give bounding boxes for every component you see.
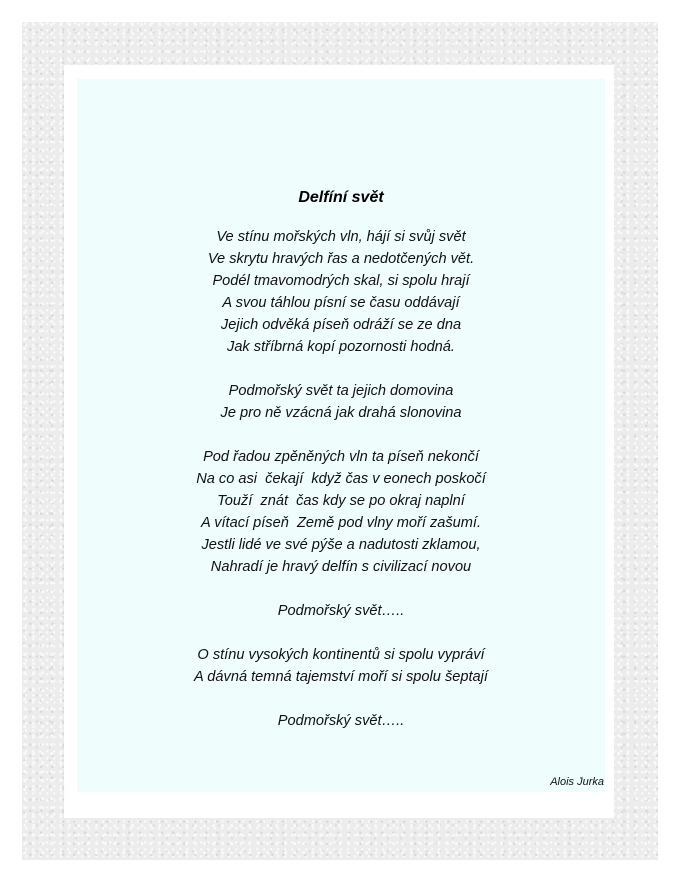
poem-line: Jejich odvěká píseň odráží se ze dna — [220, 317, 462, 333]
poem-line: Touží znát čas kdy se po okraj naplní — [217, 493, 465, 509]
poem-line: Podél tmavomodrých skal, si spolu hrají — [212, 273, 470, 289]
poem-line: Pod řadou zpěněných vln ta píseň nekončí — [203, 449, 479, 465]
poem-line: A dávná temná tajemství moří si spolu šeptají — [194, 669, 488, 685]
stanza-gap — [77, 358, 605, 380]
poem-line: Na co asi čekají když čas v eonech poskočí — [196, 471, 486, 487]
poem-line: Jak stříbrná kopí pozornosti hodná. — [227, 339, 455, 355]
stanza-gap — [77, 424, 605, 446]
poem-body — [77, 226, 605, 732]
poem-line: O stínu vysokých kontinentů si spolu vypráví — [197, 647, 485, 663]
poem-line: Je pro ně vzácná jak drahá slonovina — [220, 405, 462, 421]
poem-refrain: Podmořský svět….. — [277, 603, 405, 619]
stanza-gap — [77, 622, 605, 644]
poem-title: Delfíní svět — [298, 189, 384, 206]
poem-refrain: Podmořský svět….. — [277, 713, 405, 729]
poem-line: A svou táhlou písní se času oddávají — [222, 295, 460, 311]
author-signature: Alois Jurka — [550, 776, 604, 788]
poem-line: Ve stínu mořských vln, hájí si svůj svět — [216, 229, 466, 245]
poem-line: Podmořský svět ta jejich domovina — [228, 383, 454, 399]
stanza-gap — [77, 688, 605, 710]
poem-line: Ve skrytu hravých řas a nedotčených vět. — [207, 251, 475, 267]
poem-line: Jestli lidé ve své pýše a nadutosti zklamou, — [201, 537, 481, 553]
poem-line: A vítací píseň Země pod vlny moří zašumí. — [200, 515, 482, 531]
poem-line: Nahradí je hravý delfín s civilizací novou — [210, 559, 472, 575]
stanza-gap — [77, 578, 605, 600]
